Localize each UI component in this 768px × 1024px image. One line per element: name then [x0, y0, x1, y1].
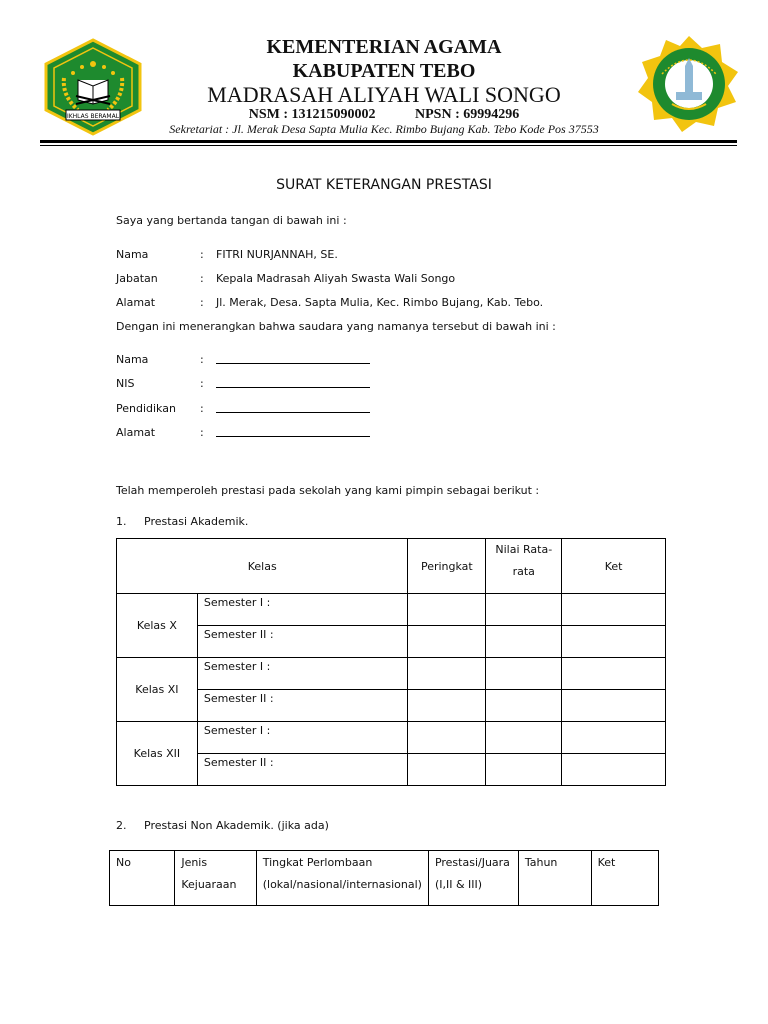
semester-cell[interactable]: Semester I : — [197, 722, 408, 754]
statement-text: Dengan ini menerangkan bahwa saudara yang namanya tersebut di bawah ini : — [116, 320, 556, 333]
note-cell[interactable] — [562, 626, 666, 658]
rank-cell[interactable] — [408, 690, 486, 722]
header-kelas: Kelas — [117, 539, 408, 594]
section-number: 2. — [116, 819, 127, 832]
rank-cell[interactable] — [408, 658, 486, 690]
class-name: Kelas XI — [117, 658, 198, 722]
student-nis-label: NIS — [116, 377, 135, 390]
semester-cell[interactable]: Semester II : — [197, 626, 408, 658]
student-name-field[interactable] — [216, 353, 370, 364]
intro-text: Saya yang bertanda tangan di bawah ini : — [116, 214, 347, 227]
colon: : — [200, 353, 204, 366]
average-cell[interactable] — [486, 626, 562, 658]
student-address-label: Alamat — [116, 426, 156, 439]
average-cell[interactable] — [486, 722, 562, 754]
school-ids — [0, 107, 768, 123]
semester-cell[interactable]: Semester II : — [197, 754, 408, 786]
rank-cell[interactable] — [408, 754, 486, 786]
signer-position-value: Kepala Madrasah Aliyah Swasta Wali Songo — [216, 272, 456, 285]
nsm-number: NSM : 131215090002 — [248, 107, 376, 122]
header-ket: Ket — [591, 851, 658, 906]
signer-name-label: Nama — [116, 248, 149, 261]
table-row — [117, 722, 666, 754]
achievement-intro: Telah memperoleh prestasi pada sekolah yang kami pimpin sebagai berikut : — [116, 484, 540, 497]
student-address-field[interactable] — [216, 426, 370, 437]
header-no: No — [110, 851, 175, 906]
average-cell[interactable] — [486, 690, 562, 722]
document-title: SURAT KETERANGAN PRESTASI — [276, 177, 492, 193]
section-number: 1. — [116, 515, 127, 528]
table-row — [117, 690, 666, 722]
colon: : — [200, 248, 204, 261]
colon: : — [200, 377, 204, 390]
table-header-row — [110, 851, 659, 906]
npsn-number: NPSN : 69994296 — [415, 107, 520, 122]
student-education-label: Pendidikan — [116, 402, 176, 415]
note-cell[interactable] — [562, 594, 666, 626]
semester-cell[interactable]: Semester I : — [197, 594, 408, 626]
header-prestasi-juara: Prestasi/Juara (I,II & III) — [428, 851, 518, 906]
rank-cell[interactable] — [408, 722, 486, 754]
school-name: MADRASAH ALIYAH WALI SONGO — [207, 82, 561, 107]
non-academic-heading: Prestasi Non Akademik. (jika ada) — [144, 819, 329, 832]
colon: : — [200, 296, 204, 309]
header-tingkat-perlombaan: Tingkat Perlombaan (lokal/nasional/internasional) — [256, 851, 428, 906]
header-ket: Ket — [562, 539, 666, 594]
note-cell[interactable] — [562, 754, 666, 786]
colon: : — [200, 402, 204, 415]
semester-cell[interactable]: Semester II : — [197, 690, 408, 722]
signer-position-label: Jabatan — [116, 272, 158, 285]
logo-left-motto: IKHLAS BERAMAL — [66, 113, 120, 120]
header-peringkat: Peringkat — [408, 539, 486, 594]
signer-name-value: FITRI NURJANNAH, SE. — [216, 248, 338, 261]
academic-heading: Prestasi Akademik. — [144, 515, 249, 528]
table-row — [117, 754, 666, 786]
average-cell[interactable] — [486, 754, 562, 786]
class-name: Kelas XII — [117, 722, 198, 786]
header-jenis-kejuaraan: Jenis Kejuaraan — [175, 851, 256, 906]
signer-address-label: Alamat — [116, 296, 156, 309]
table-row — [117, 594, 666, 626]
ministry-name: KEMENTERIAN AGAMA — [266, 36, 502, 58]
secretariat-address: Sekretariat : Jl. Merak Desa Sapta Mulia Kec. Rimbo Bujang Kab. Tebo Kode Pos 37553 — [169, 122, 599, 136]
average-cell[interactable] — [486, 658, 562, 690]
student-name-label: Nama — [116, 353, 149, 366]
note-cell[interactable] — [562, 658, 666, 690]
note-cell[interactable] — [562, 722, 666, 754]
colon: : — [200, 426, 204, 439]
table-header-row — [117, 539, 666, 594]
non-academic-table — [109, 850, 659, 906]
colon: : — [200, 272, 204, 285]
student-nis-field[interactable] — [216, 377, 370, 388]
semester-cell[interactable]: Semester I : — [197, 658, 408, 690]
table-row — [117, 658, 666, 690]
average-cell[interactable] — [486, 594, 562, 626]
academic-table — [116, 538, 666, 786]
header-rule-thin — [40, 145, 737, 146]
student-education-field[interactable] — [216, 402, 370, 413]
rank-cell[interactable] — [408, 594, 486, 626]
rank-cell[interactable] — [408, 626, 486, 658]
header-nilai: Nilai Rata-rata — [486, 539, 562, 594]
table-row — [117, 626, 666, 658]
signer-address-value: Jl. Merak, Desa. Sapta Mulia, Kec. Rimbo Bujang, Kab. Tebo. — [216, 296, 544, 309]
header-rule-thick — [40, 140, 737, 143]
header-tahun: Tahun — [518, 851, 591, 906]
class-name: Kelas X — [117, 594, 198, 658]
note-cell[interactable] — [562, 690, 666, 722]
regency-name: KABUPATEN TEBO — [292, 60, 476, 82]
